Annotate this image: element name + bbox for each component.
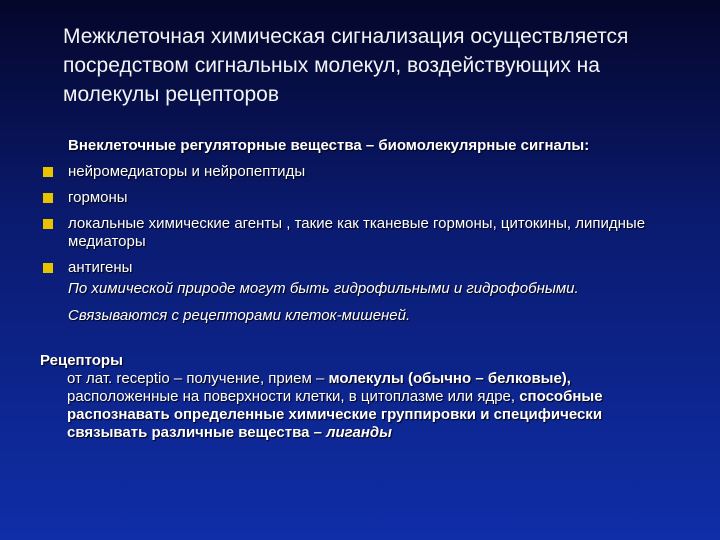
list-item <box>40 259 680 277</box>
list-item-text: локальные химические агенты , такие как тканевые гормоны, цитокины, липидные медиаторы <box>68 215 646 250</box>
list-item-text: антигены <box>68 259 133 276</box>
list-item <box>40 215 680 251</box>
italic-note: Связываются с рецепторами клеток-мишеней. <box>68 307 411 324</box>
list-item-text: нейромедиаторы и нейропептиды <box>68 163 306 180</box>
list-item <box>40 189 680 207</box>
definition-molecules: молекулы (обычно – белковые), <box>328 370 571 387</box>
slide-title: Межклеточная химическая сигнализация осуществляется посредством сигнальных молекул, воздействующих на молекулы рецепторов <box>63 25 629 106</box>
definition-origin: от лат. receptio – получение, прием – <box>67 370 329 387</box>
bullet-list <box>40 163 680 277</box>
receptors-definition <box>40 370 680 442</box>
square-bullet-icon <box>43 167 53 177</box>
square-bullet-icon <box>43 219 53 229</box>
receptors-title: Рецепторы <box>40 352 123 369</box>
definition-ligands: лиганды <box>326 424 392 441</box>
list-item-text: гормоны <box>68 189 128 206</box>
square-bullet-icon <box>43 263 53 273</box>
italic-note: По химической природе могут быть гидрофильными и гидрофобными. <box>68 280 579 297</box>
slide-content <box>40 137 680 442</box>
definition-function: способные распознавать определенные химические группировки и специфически связывать различные вещества – <box>67 388 603 441</box>
definition-location: расположенные на поверхности клетки, в цитоплазме или ядре, <box>67 388 520 405</box>
list-item <box>40 163 680 181</box>
section-heading: Внеклеточные регуляторные вещества – биомолекулярные сигналы: <box>68 137 590 154</box>
square-bullet-icon <box>43 193 53 203</box>
